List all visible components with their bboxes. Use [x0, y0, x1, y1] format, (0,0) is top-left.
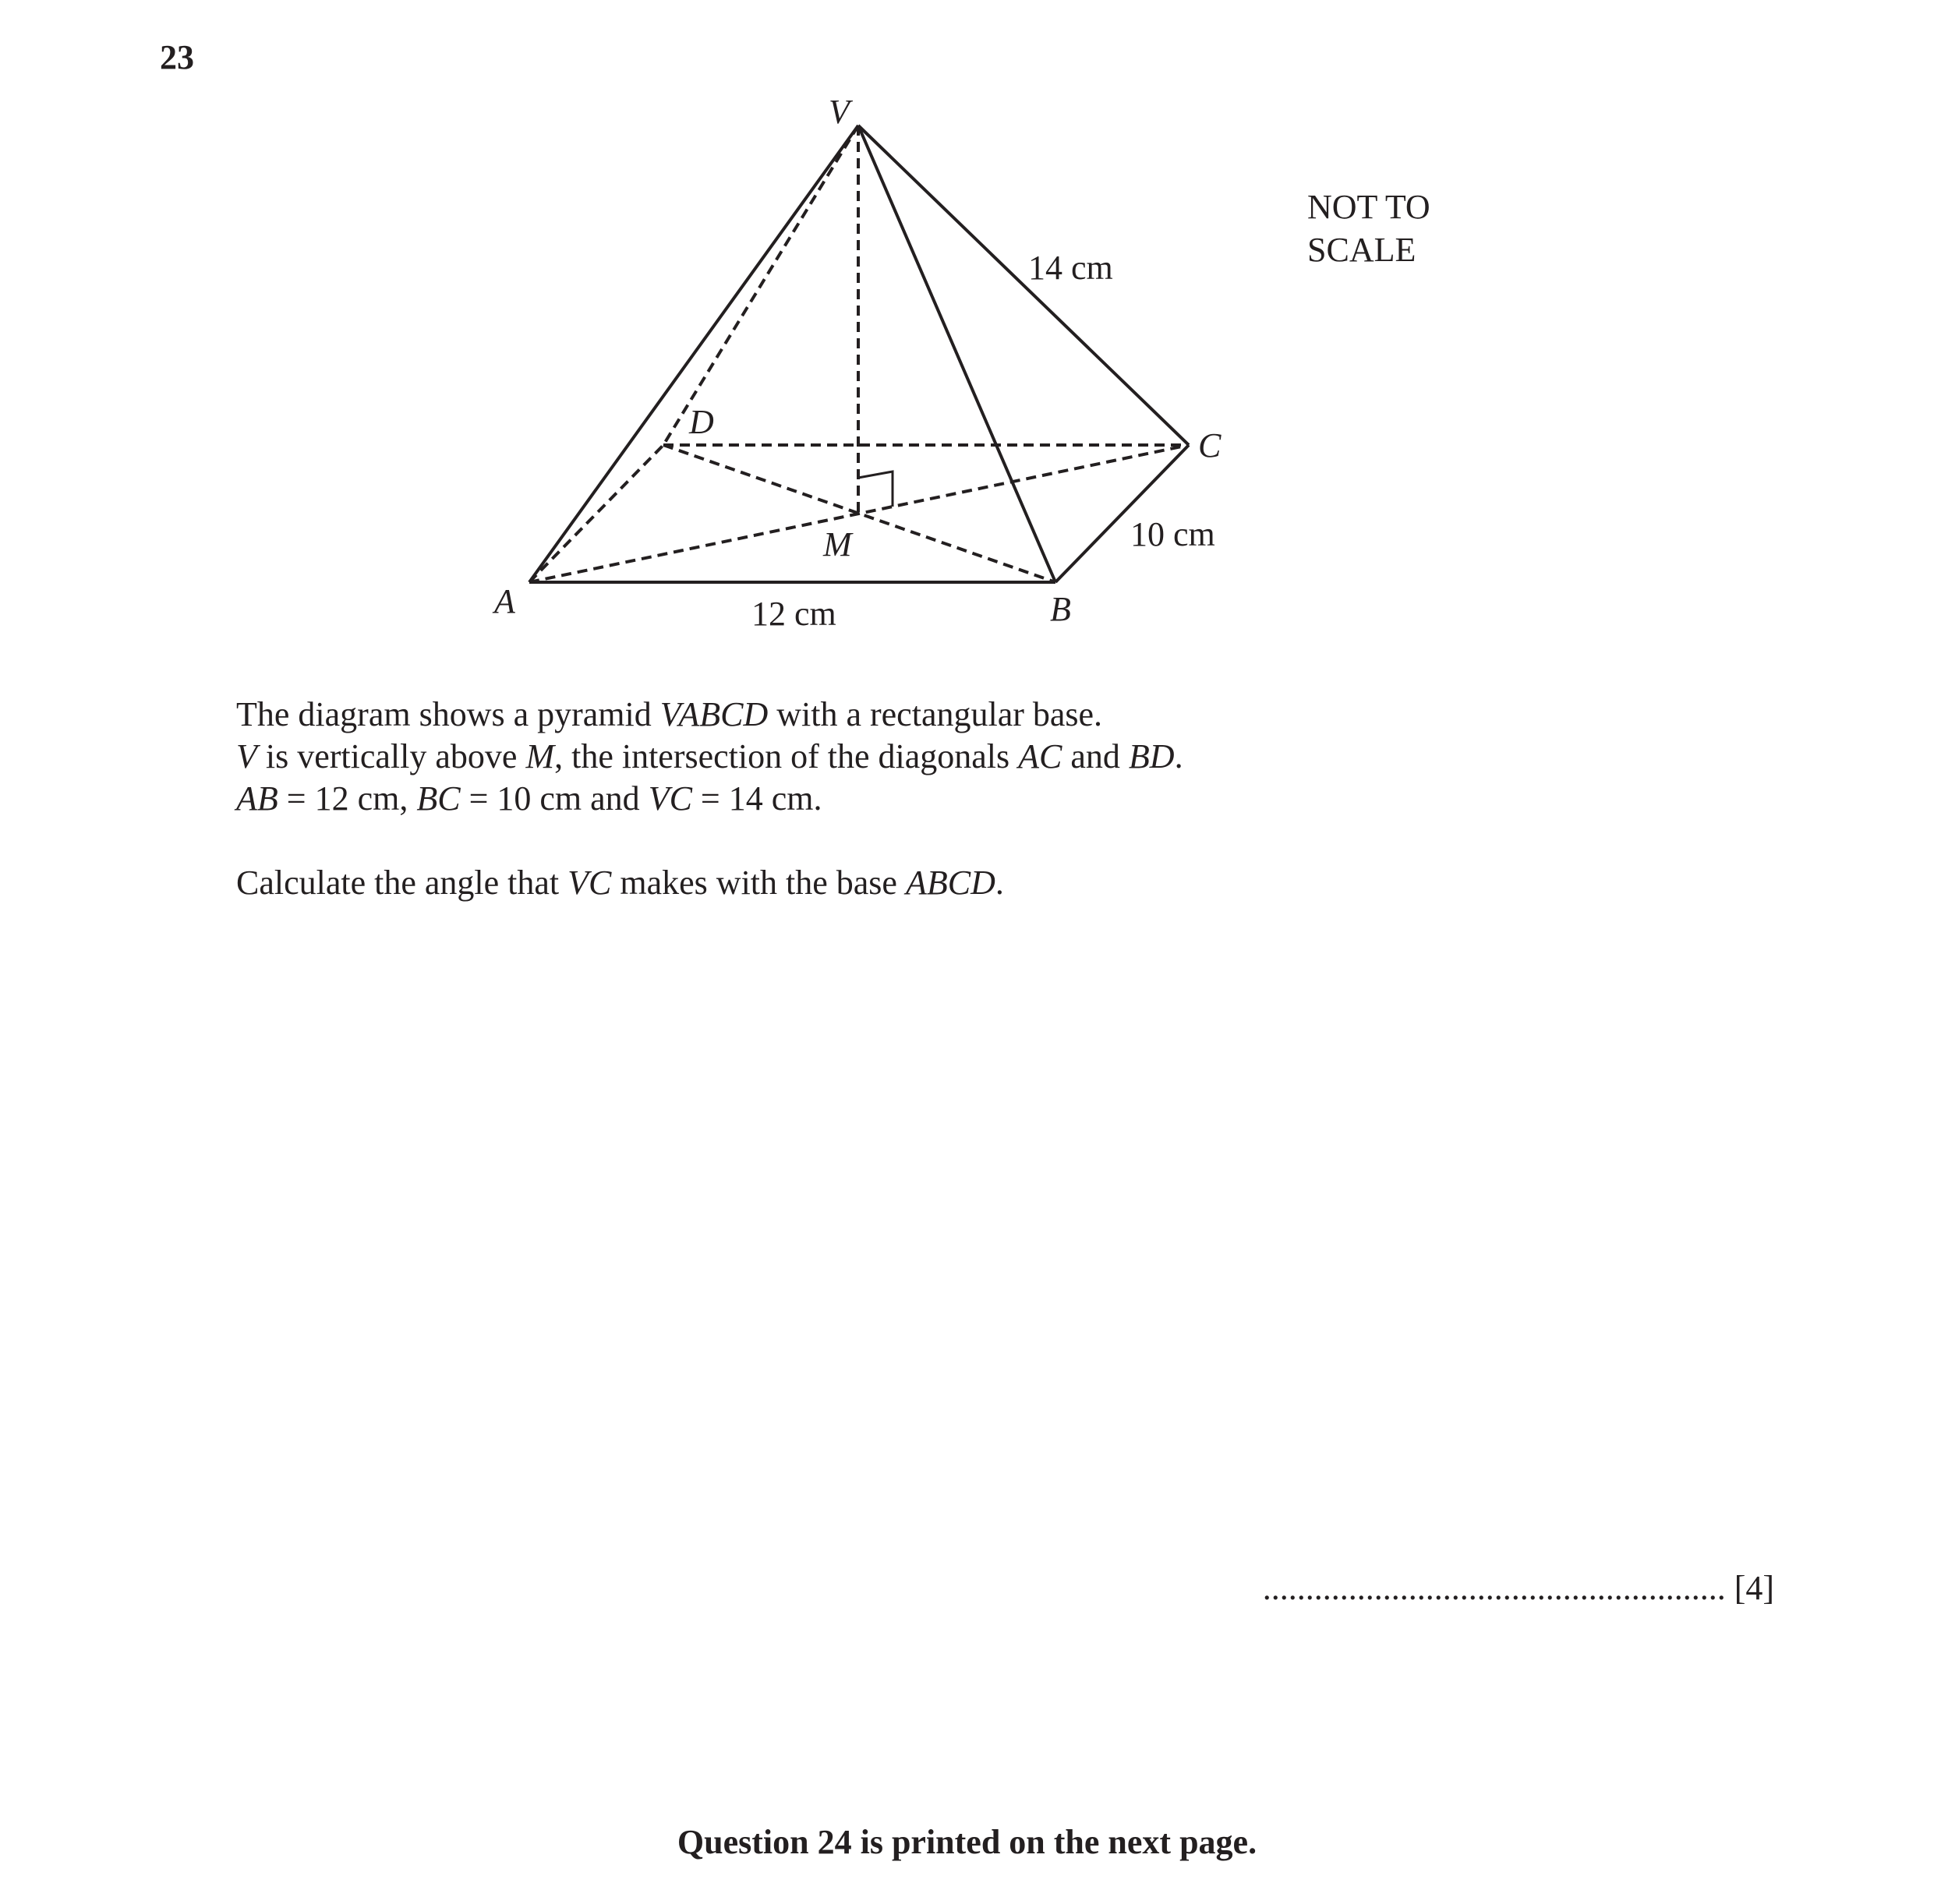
- text-span: and: [1062, 737, 1129, 775]
- edge-vc: [858, 125, 1189, 445]
- right-angle-marker: [858, 472, 893, 507]
- not-to-scale-note: [1307, 185, 1430, 271]
- var-vc: VC: [648, 779, 692, 818]
- question-text: [236, 694, 1183, 904]
- text-span: is vertically above: [256, 737, 526, 775]
- edge-label-vc: 14 cm: [1028, 249, 1113, 287]
- var-ac: AC: [1018, 737, 1062, 775]
- text-span: .: [1174, 737, 1183, 775]
- answer-dots[interactable]: ......................................................: [1262, 1569, 1726, 1607]
- footer-note: Question 24 is printed on the next page.: [677, 1823, 1257, 1861]
- vertex-label-v: V: [829, 93, 850, 131]
- vertex-label-m: M: [823, 525, 852, 563]
- hidden-edges: [529, 125, 1189, 582]
- text-span: with a rectangular base.: [768, 695, 1103, 733]
- pyramid-name: VABCD: [659, 695, 769, 733]
- vertex-label-d: D: [689, 403, 714, 441]
- var-vc: VC: [567, 864, 612, 902]
- note-line-2: SCALE: [1307, 231, 1416, 269]
- var-m: M: [525, 737, 555, 775]
- question-line-2: [236, 736, 1183, 778]
- text-span: The diagram shows a pyramid: [236, 695, 660, 733]
- vertex-label-a: A: [494, 582, 515, 620]
- edge-label-bc: 10 cm: [1130, 515, 1215, 553]
- diagonal-ac: [529, 445, 1189, 582]
- question-line-1: [236, 694, 1183, 736]
- edge-ad: [529, 445, 663, 582]
- text-span: = 10 cm and: [460, 779, 649, 818]
- edge-vb: [858, 125, 1055, 582]
- edge-bc: [1055, 445, 1189, 582]
- answer-line[interactable]: [1263, 1568, 1774, 1608]
- text-span: , the intersection of the diagonals: [554, 737, 1019, 775]
- question-number: 23: [160, 38, 194, 76]
- text-span: Calculate the angle that: [236, 864, 568, 902]
- marks-label: [4]: [1734, 1569, 1774, 1607]
- edge-label-ab: 12 cm: [751, 595, 836, 633]
- var-bc: BC: [416, 779, 461, 818]
- text-span: makes with the base: [611, 864, 906, 902]
- vertex-label-b: B: [1050, 590, 1071, 628]
- var-bd: BD: [1128, 737, 1175, 775]
- text-span: = 14 cm.: [691, 779, 822, 818]
- var-v: V: [236, 737, 257, 775]
- question-line-3: [236, 778, 1183, 820]
- text-span: .: [995, 864, 1004, 902]
- text-span: = 12 cm,: [278, 779, 417, 818]
- note-line-1: NOT TO: [1307, 188, 1430, 226]
- edge-vd: [663, 125, 858, 445]
- var-ab: AB: [236, 779, 278, 818]
- edge-va: [529, 125, 858, 582]
- vertex-label-c: C: [1198, 426, 1222, 465]
- var-abcd: ABCD: [905, 864, 995, 902]
- question-line-4: [236, 862, 1183, 904]
